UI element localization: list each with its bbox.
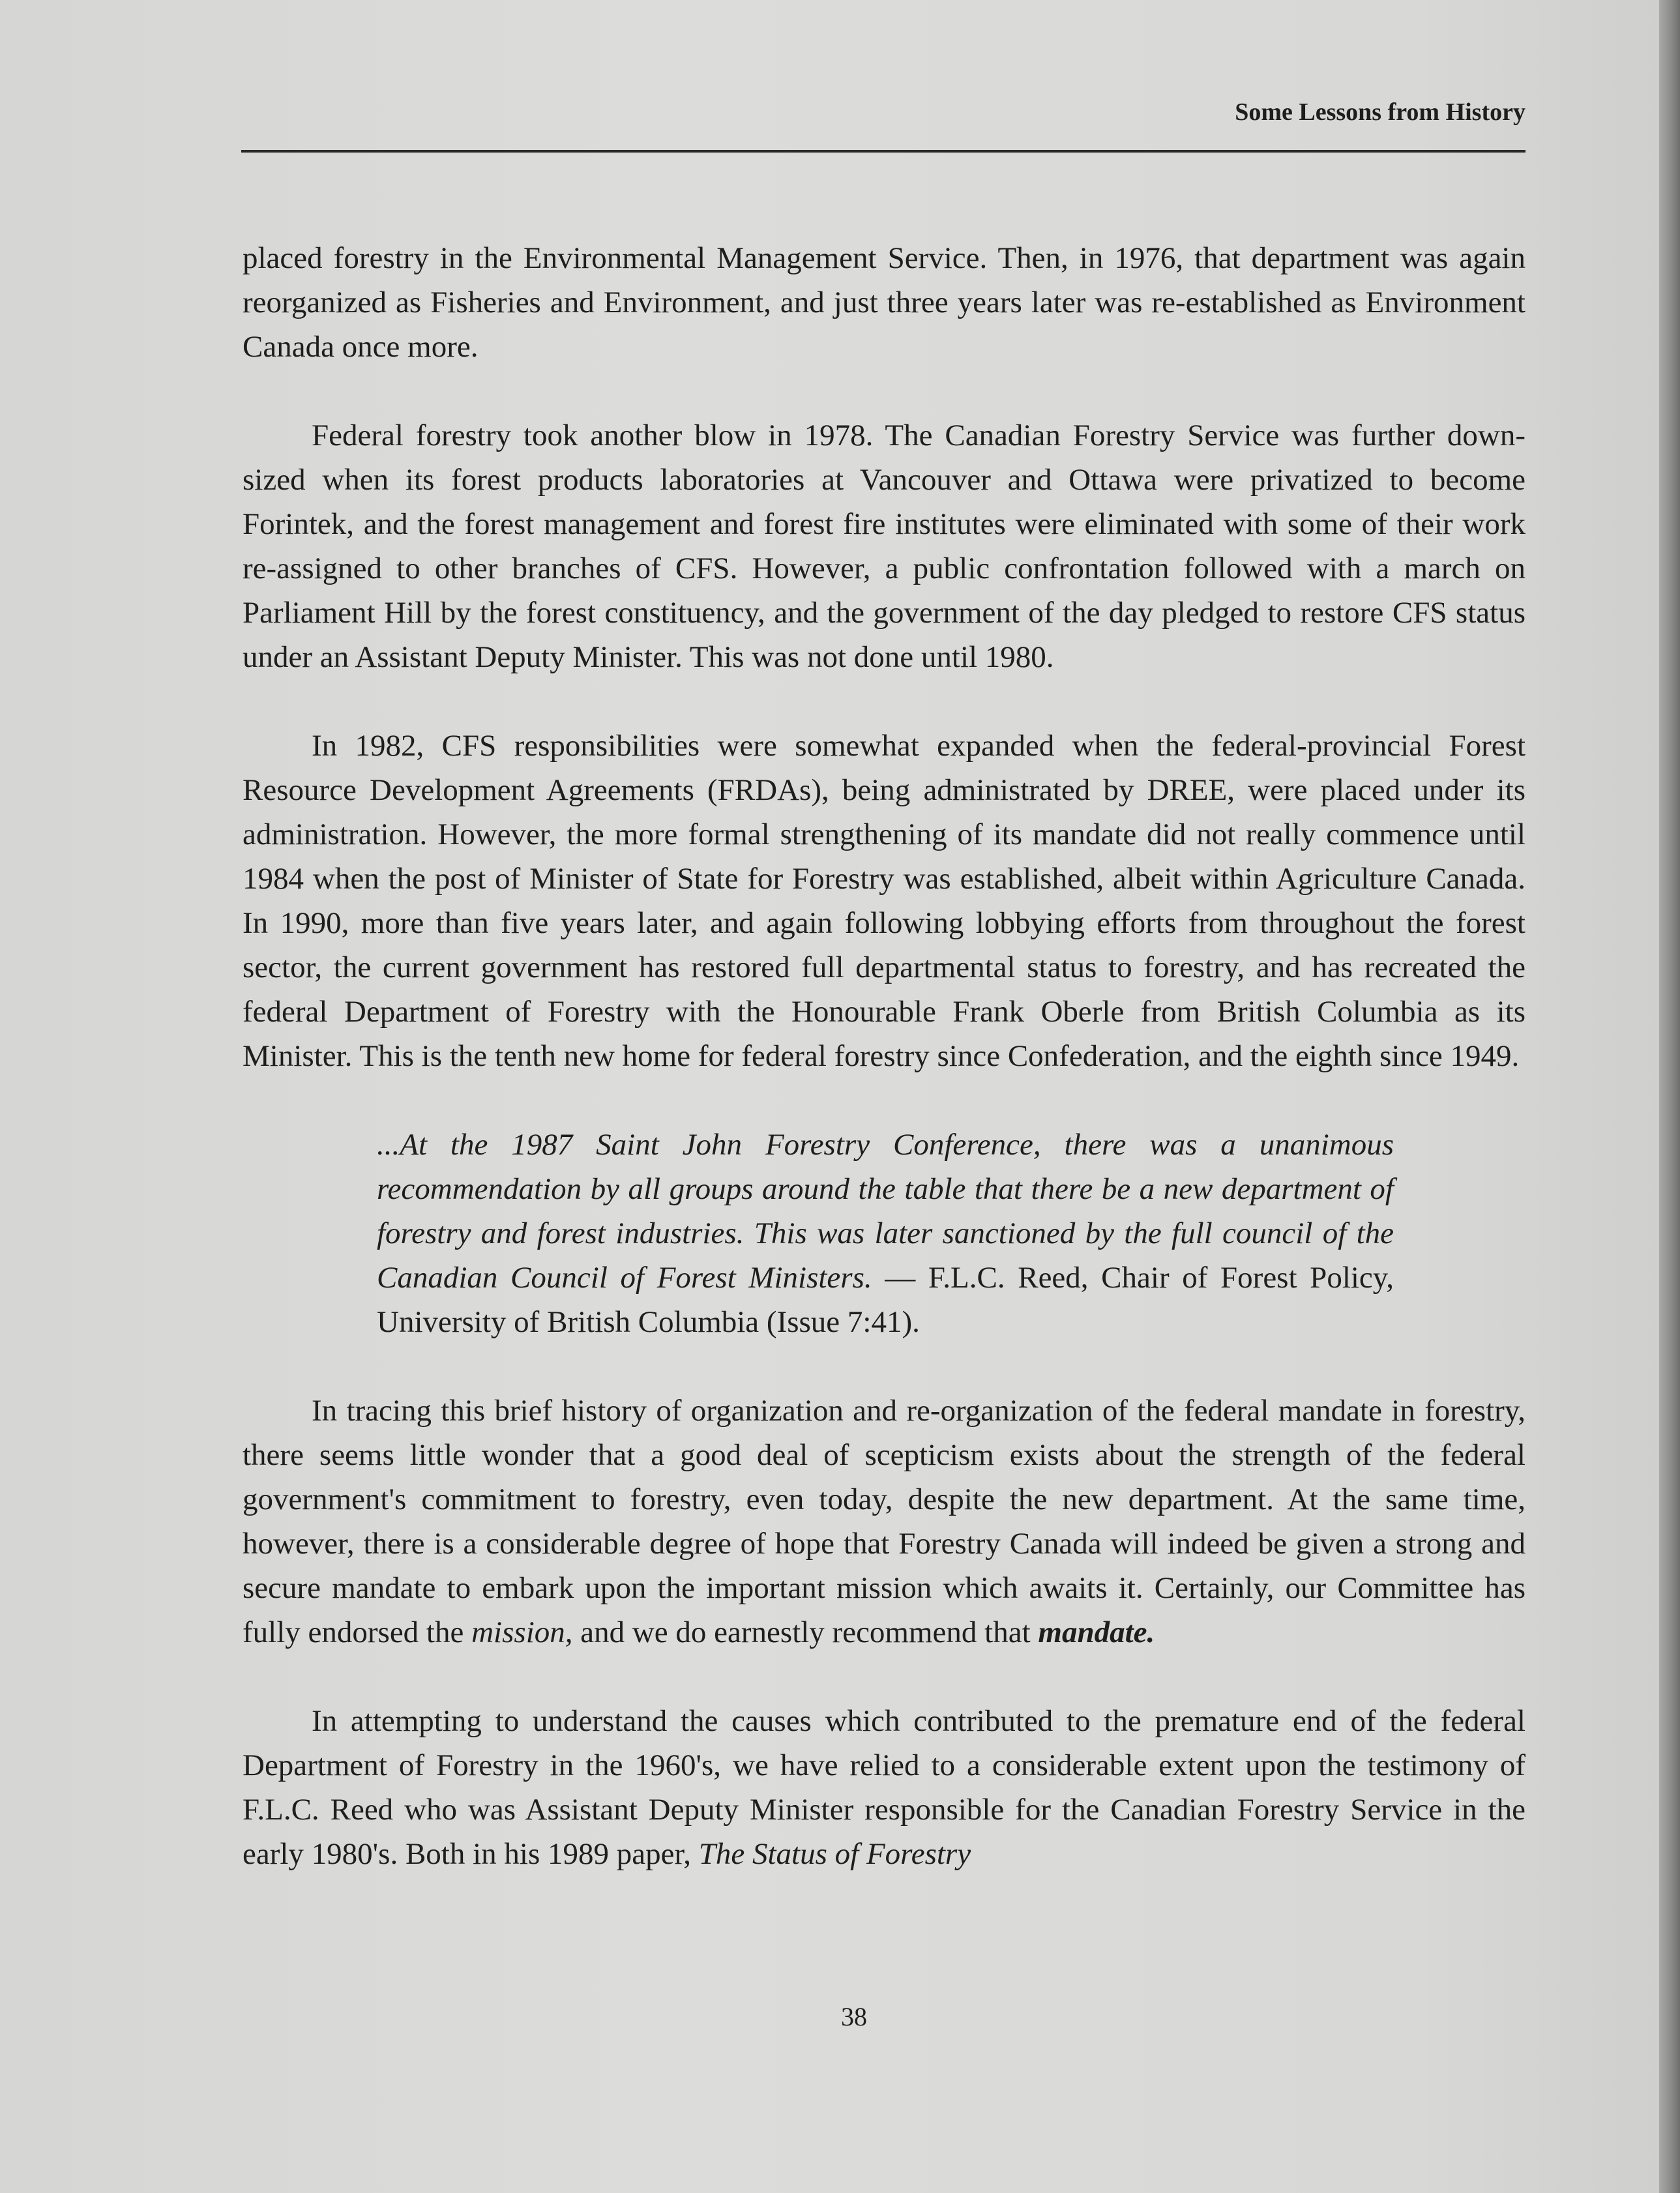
cited-title: The Status of Forestry (698, 1837, 971, 1871)
quote-text: ...At the 1987 Saint John Forestry Conference, there was a unanimous recommendation by all groups around the table that there be a new department of forestry and forest industries. This was later sanctioned by the full council of the Canadian Council of Forest Ministers. (377, 1128, 1394, 1295)
book-page-edge (1659, 0, 1680, 2193)
body-text (243, 236, 1525, 1921)
emphasis-mission: mission, (471, 1615, 573, 1649)
page-number: 38 (841, 2002, 867, 2031)
paragraph-history-tracing (243, 1389, 1525, 1655)
quote-attribution: — F.L.C. Reed, Chair of Forest Policy, University of British Columbia (Issue 7:41). (377, 1261, 1394, 1339)
running-header-title: Some Lessons from History (1235, 98, 1525, 126)
paragraph-causes (243, 1699, 1525, 1876)
block-quote (377, 1123, 1394, 1344)
paragraph-text: and we do earnestly recommend that (572, 1615, 1039, 1649)
paragraph-continued: placed forestry in the Environmental Management Service. Then, in 1976, that department was again reorganized as Fisheries and Environment, and just three years later was re-established as Environment Canada once more. (243, 241, 1525, 364)
paragraph-1982: In 1982, CFS responsibilities were somewhat expanded when the federal-provincial Forest Resource Development Agreements (FRDAs), being administrated by DREE, were placed under its administration. However, the more formal strengthening of its mandate did not really commence until 1984 when the post of Minister of State for Forestry was established, albeit within Agriculture Canada. In 1990, more than five years later, and again following lobbying efforts from throughout the forest sector, the current government has restored full departmental status to forestry, and has recreated the federal Department of Forestry with the Honourable Frank Oberle from British Columbia as its Minister. This is the tenth new home for federal forestry since Confederation, and the eighth since 1949. (243, 729, 1525, 1073)
header-rule (241, 150, 1525, 153)
emphasis-mandate: mandate. (1038, 1615, 1155, 1649)
paragraph-1978: Federal forestry took another blow in 1978. The Canadian Forestry Service was further down-sized when its forest products laboratories at Vancouver and Ottawa were privatized to become Forintek, and the forest management and forest fire institutes were eliminated with some of their work re-assigned to other branches of CFS. However, a public confrontation followed with a march on Parliament Hill by the forest constituency, and the government of the day pledged to restore CFS status under an Assistant Deputy Minister. This was not done until 1980. (243, 419, 1525, 674)
paragraph-text: In attempting to understand the causes which contributed to the premature end of the federal Department of Forestry in the 1960's, we have relied to a considerable extent upon the testimony of F.L.C. Reed who was Assistant Deputy Minister responsible for the Canadian Forestry Service in the early 1980's. Both in his 1989 paper, (243, 1704, 1525, 1871)
paragraph-text: In tracing this brief history of organization and re-organization of the federal mandate in forestry, there seems little wonder that a good deal of scepticism exists about the strength of the federal government's commitment to forestry, even today, despite the new department. At the same time, however, there is a considerable degree of hope that Forestry Canada will indeed be given a strong and secure mandate to embark upon the important mission which awaits it. Certainly, our Committee has fully endorsed the (243, 1394, 1525, 1649)
